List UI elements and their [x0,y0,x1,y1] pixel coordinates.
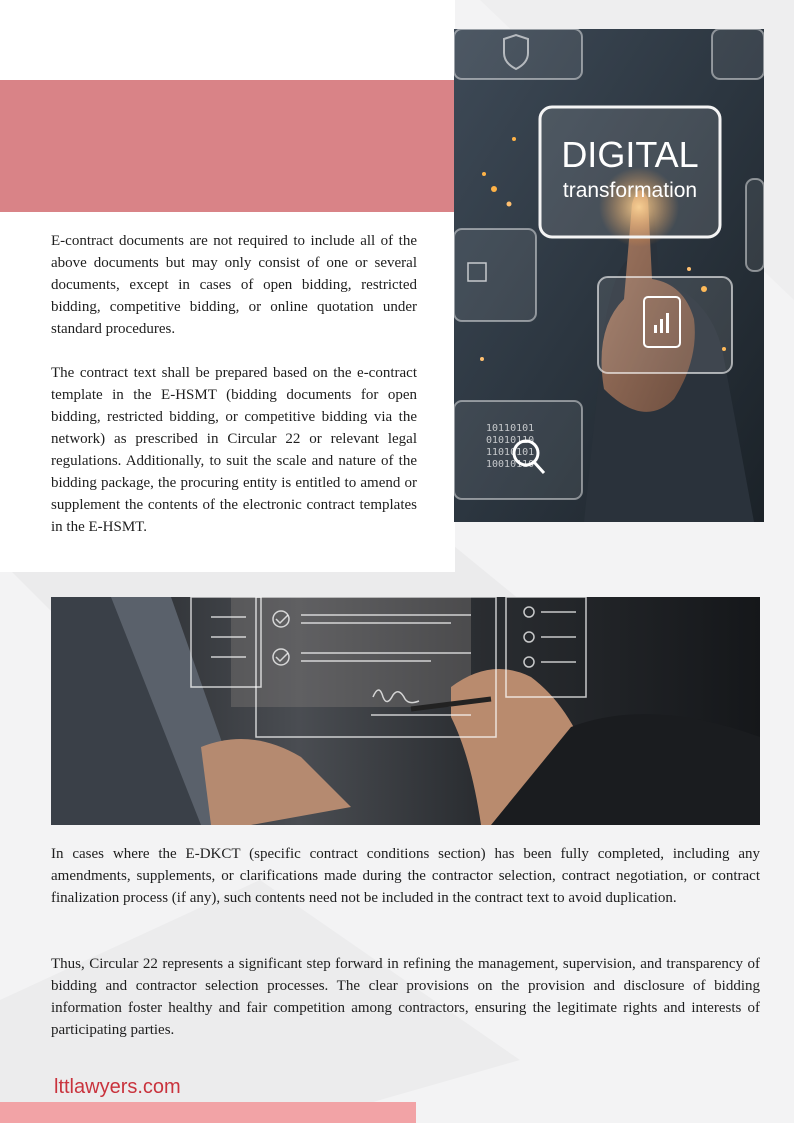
paragraph-2: The contract text shall be prepared based on the e-contract template in the E-HSMT (bidding documents for open bidding, restricted bidding, or competitive bidding via the network) as prescribed in Circular 22 or relevant legal regulations. Additionally, to suit the scale and nature of the bidding package, the procuring entity is entitled to amend or supplement the contents of the electronic contract templates in the E-HSMT. [51,365,417,535]
binary-line-2: 01010110 [486,435,535,446]
digital-transformation-image [454,29,764,522]
footer-bar [0,1102,416,1123]
header-band [0,0,455,80]
binary-line-1: 10110101 [486,423,535,434]
transformation-title: transformation [562,179,698,202]
accent-block [0,80,455,212]
digital-title: DIGITAL [561,134,699,175]
paragraph-1: E-contract documents are not required to include all of the above documents but may only consist of one or several documents, except in cases of open bidding, restricted bidding, competitive bidding, or online quotation under standard procedures. [51,233,417,337]
paragraph-3: In cases where the E-DKCT (specific contract conditions section) has been fully completed, including any amendments, supplements, or clarifications made during the contractor selection, contract negotiation, or contract finalization process (if any), such contents need not be included in the contract text to avoid duplication. [51,846,760,906]
e-contract-signing-image [51,597,760,825]
paragraph-4: Thus, Circular 22 represents a significant step forward in refining the management, supervision, and transparency of bidding and contractor selection processes. The clear provisions on the provision and disclosure of bidding information foster healthy and fair competition among contractors, ensuring the legitimate rights and interests of participating parties. [51,956,760,1038]
binary-line-3: 11010101 [486,447,535,458]
website-link[interactable]: lttlawyers.com [54,1076,181,1098]
binary-line-4: 10010110 [486,459,535,470]
